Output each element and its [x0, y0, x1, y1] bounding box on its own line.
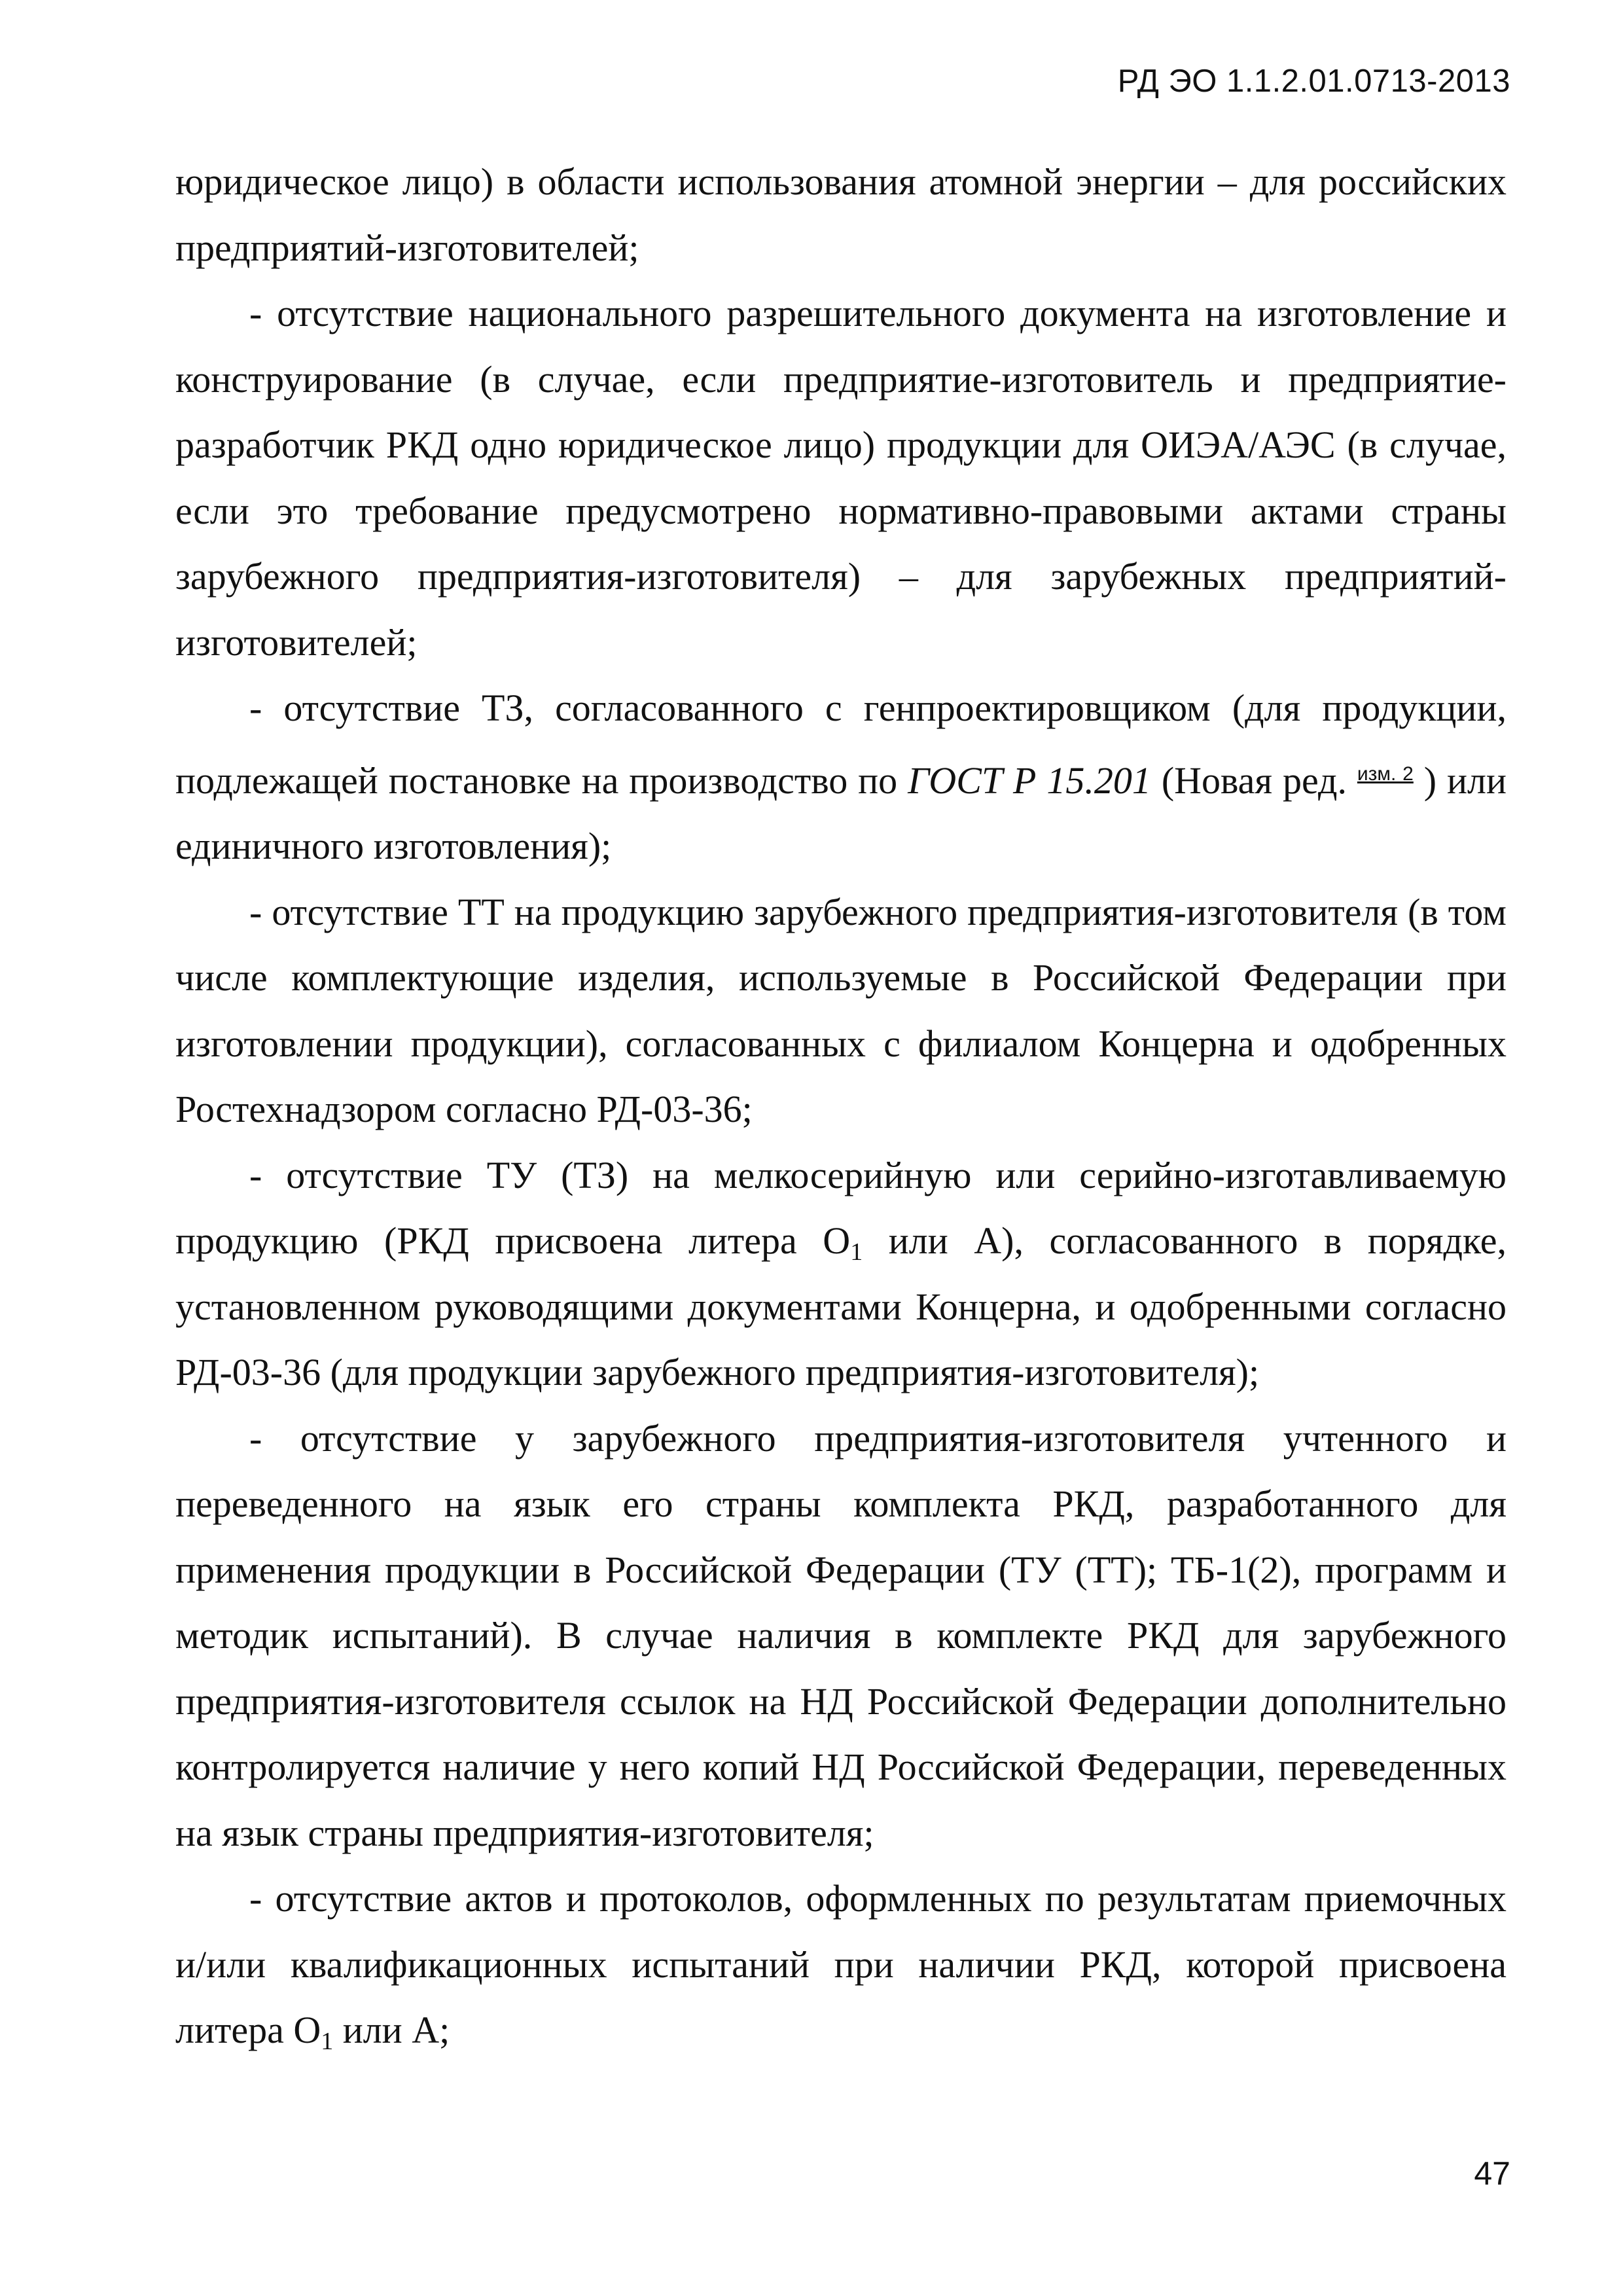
paragraph-3: [175, 675, 1507, 880]
paragraph-4-text: - отсутствие ТТ на продукцию зарубежного предприятия-изготовителя (в том числе комплектующие изделия, используемые в Российской Федерации при изготовлении продукции), согласованных с филиалом Концерна и одобренных Ростехнадзором согласно РД-03-36;: [175, 890, 1507, 1130]
document-code-header: РД ЭО 1.1.2.01.0713-2013: [1117, 63, 1510, 99]
standard-reference: ГОСТ Р 15.201: [908, 759, 1151, 802]
paragraph-6: [175, 1406, 1507, 1867]
paragraph-1-text: юридическое лицо) в области использования атомной энергии – для российских предприятий-изготовителей;: [175, 160, 1507, 269]
paragraph-3-text-middle: (Новая ред.: [1150, 759, 1357, 802]
literal-subscript: 1: [321, 2028, 334, 2055]
literal-subscript: 1: [850, 1238, 863, 1266]
paragraph-3-text-start: - отсутствие ТЗ, согласованного с генпроектировщиком (для продукции, подлежащей постановке на производство по: [175, 687, 1507, 802]
paragraph-5-text-end: или А), согласованного в порядке, установленном руководящими документами Концерна, и одобренными согласно РД-03-36 (для продукции зарубежного предприятия-изготовителя);: [175, 1219, 1507, 1393]
paragraph-1: [175, 149, 1507, 281]
paragraph-3-text-end: ) или единичного изготовления);: [175, 759, 1507, 867]
document-body: [175, 149, 1507, 2064]
paragraph-4: [175, 880, 1507, 1143]
paragraph-7-text-start: - отсутствие актов и протоколов, оформленных по результатам приемочных и/или квалификационных испытаний при наличии РКД, которой присвоена литера О: [175, 1877, 1507, 2051]
paragraph-6-text: - отсутствие у зарубежного предприятия-изготовителя учтенного и переведенного на язык его страны комплекта РКД, разработанного для применения продукции в Российской Федерации (ТУ (ТТ); ТБ-1(2), программ и методик испытаний). В случае наличия в комплекте РКД для зарубежного предприятия-изготовителя ссылок на НД Российской Федерации дополнительно контролируется наличие у него копий НД Российской Федерации, переведенных на язык страны предприятия-изготовителя;: [175, 1416, 1507, 1854]
paragraph-2-text: - отсутствие национального разрешительного документа на изготовление и конструирование (в случае, если предприятие-изготовитель и предприятие-разработчик РКД одно юридическое лицо) продукции для ОИЭА/АЭС (в случае, если это требование предусмотрено нормативно-правовыми актами страны зарубежного предприятия-изготовителя) – для зарубежных предприятий-изготовителей;: [175, 292, 1507, 664]
paragraph-5: [175, 1143, 1507, 1406]
paragraph-5-text-start: - отсутствие ТУ (ТЗ) на мелкосерийную или серийно-изготавливаемую продукцию (РКД присвоена литера О: [175, 1153, 1507, 1262]
paragraph-7-text-end: или А;: [333, 2009, 450, 2051]
page-number: 47: [1474, 2155, 1510, 2192]
paragraph-7: [175, 1866, 1507, 2064]
paragraph-2: [175, 281, 1507, 675]
revision-link[interactable]: изм. 2: [1357, 762, 1414, 785]
